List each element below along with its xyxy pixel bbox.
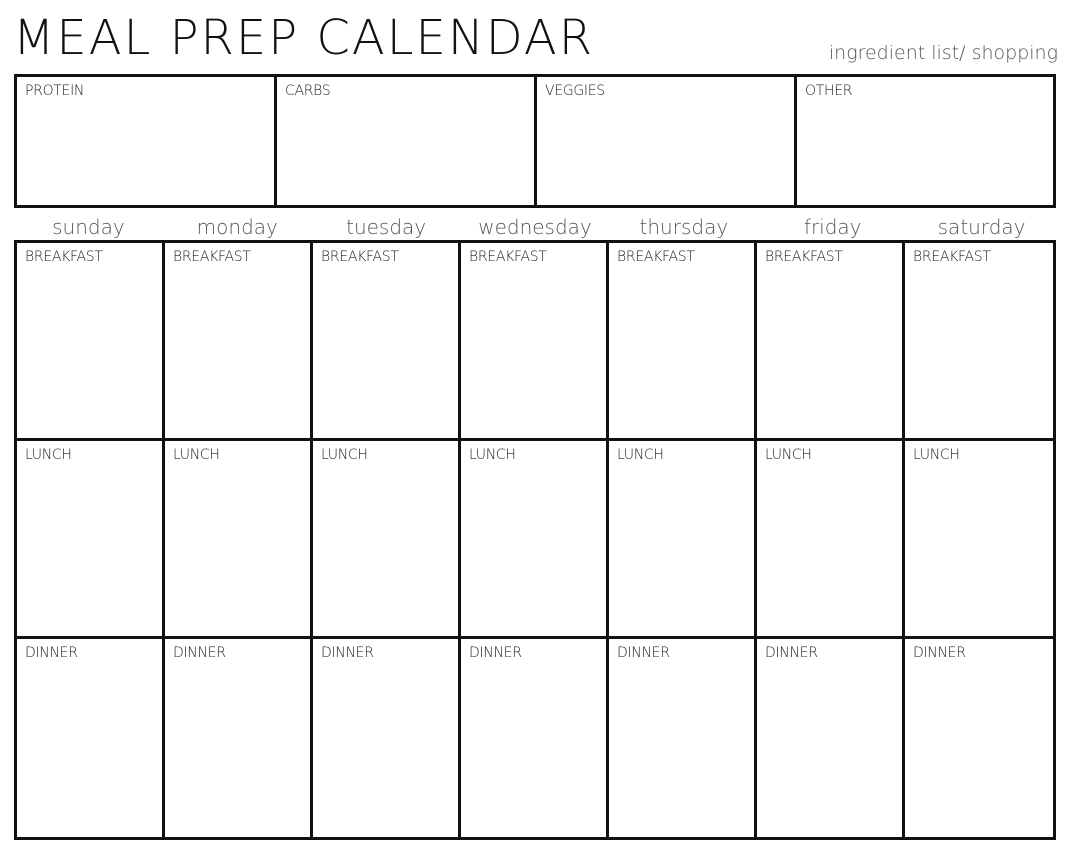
day-header-saturday: saturday [937,215,1026,239]
meal-cell-thursday-dinner[interactable] [609,639,757,837]
meal-cell-thursday-breakfast[interactable] [609,243,757,441]
meal-label: BREAKFAST [617,249,695,265]
day-header-wednesday: wednesday [478,215,592,239]
meal-label: DINNER [913,645,966,661]
meal-label: LUNCH [469,447,516,463]
meal-cell-wednesday-dinner[interactable] [461,639,609,837]
meal-cell-friday-breakfast[interactable] [757,243,905,441]
meal-label: DINNER [469,645,522,661]
meal-cell-saturday-lunch[interactable] [905,441,1053,639]
ingredient-box-carbs[interactable] [277,77,537,205]
meal-cell-sunday-dinner[interactable] [17,639,165,837]
meal-label: LUNCH [913,447,960,463]
meal-label: BREAKFAST [173,249,251,265]
meal-label: BREAKFAST [469,249,547,265]
meal-label: LUNCH [321,447,368,463]
meal-calendar-grid [14,240,1056,840]
meal-label: LUNCH [25,447,72,463]
day-header-monday: monday [196,215,278,239]
meal-label: LUNCH [765,447,812,463]
page-subtitle: ingredient list/ shopping [828,42,1058,64]
ingredient-label: OTHER [805,83,853,99]
meal-cell-tuesday-dinner[interactable] [313,639,461,837]
meal-label: DINNER [765,645,818,661]
page-title: MEAL PREP CALENDAR [13,10,595,66]
meal-label: LUNCH [173,447,220,463]
meal-cell-tuesday-lunch[interactable] [313,441,461,639]
meal-cell-sunday-breakfast[interactable] [17,243,165,441]
ingredient-list-table [14,74,1056,208]
meal-cell-saturday-dinner[interactable] [905,639,1053,837]
day-header-sunday: sunday [52,215,125,239]
meal-label: BREAKFAST [913,249,991,265]
day-header-thursday: thursday [639,215,729,239]
meal-cell-friday-dinner[interactable] [757,639,905,837]
meal-label: BREAKFAST [321,249,399,265]
day-header-tuesday: tuesday [346,215,427,239]
meal-cell-saturday-breakfast[interactable] [905,243,1053,441]
meal-label: DINNER [25,645,78,661]
meal-cell-thursday-lunch[interactable] [609,441,757,639]
ingredient-box-veggies[interactable] [537,77,797,205]
meal-label: LUNCH [617,447,664,463]
meal-label: BREAKFAST [25,249,103,265]
meal-cell-friday-lunch[interactable] [757,441,905,639]
meal-cell-wednesday-breakfast[interactable] [461,243,609,441]
meal-label: BREAKFAST [765,249,843,265]
ingredient-label: VEGGIES [545,83,605,99]
meal-cell-wednesday-lunch[interactable] [461,441,609,639]
day-header-friday: friday [803,215,862,239]
meal-cell-tuesday-breakfast[interactable] [313,243,461,441]
meal-label: DINNER [617,645,670,661]
meal-cell-sunday-lunch[interactable] [17,441,165,639]
ingredient-box-other[interactable] [797,77,1053,205]
meal-cell-monday-lunch[interactable] [165,441,313,639]
ingredient-label: PROTEIN [25,83,85,99]
meal-label: DINNER [173,645,226,661]
meal-cell-monday-dinner[interactable] [165,639,313,837]
meal-label: DINNER [321,645,374,661]
ingredient-box-protein[interactable] [17,77,277,205]
ingredient-label: CARBS [285,83,331,99]
meal-cell-monday-breakfast[interactable] [165,243,313,441]
day-header-row [14,212,1056,242]
